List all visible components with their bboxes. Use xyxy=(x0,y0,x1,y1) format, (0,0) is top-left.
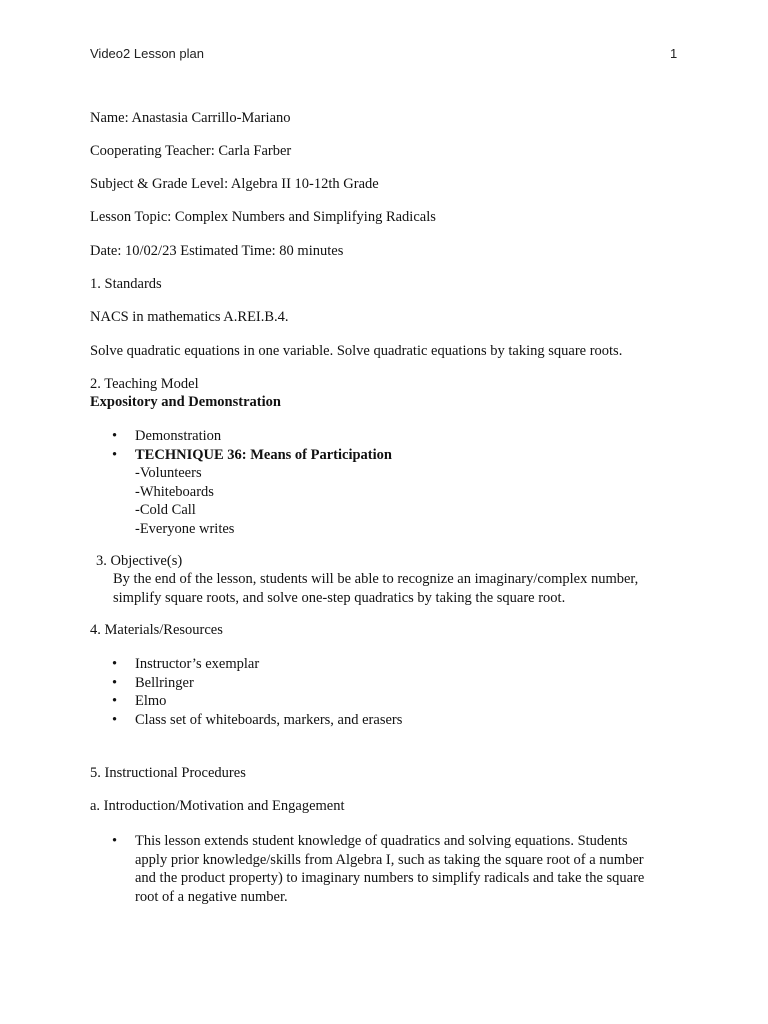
teaching-model-heading: 2. Teaching Model xyxy=(90,376,199,392)
list-item-label: Bellringer xyxy=(135,674,194,691)
procedures-list xyxy=(112,832,644,906)
list-item xyxy=(112,692,402,711)
procedures-subheading: a. Introduction/Motivation and Engagement xyxy=(90,798,345,814)
materials-list xyxy=(112,655,402,729)
cooperating-teacher-line: Cooperating Teacher: Carla Farber xyxy=(90,143,292,159)
page-number: 1 xyxy=(670,46,678,61)
list-item-label: Class set of whiteboards, markers, and erasers xyxy=(135,711,403,728)
list-item xyxy=(112,674,402,693)
subject-grade-line: Subject & Grade Level: Algebra II 10-12th Grade xyxy=(90,176,379,192)
bullet-icon: • xyxy=(112,656,118,672)
bullet-icon: • xyxy=(112,428,118,444)
list-item-label: TECHNIQUE 36: Means of Participation xyxy=(135,446,392,463)
name-line: Name: Anastasia Carrillo-Mariano xyxy=(90,110,291,126)
running-header-title: Video2 Lesson plan xyxy=(90,46,204,61)
standards-heading: 1. Standards xyxy=(90,276,162,292)
materials-heading: 4. Materials/Resources xyxy=(90,622,223,638)
procedures-line: apply prior knowledge/skills from Algebra I, such as taking the square root of a number xyxy=(135,851,644,868)
list-item xyxy=(112,446,392,539)
participation-sub-item: -Cold Call xyxy=(135,502,196,518)
teaching-model-list xyxy=(112,427,392,538)
objectives-text xyxy=(113,570,673,607)
list-item xyxy=(112,655,402,674)
list-item-label: Elmo xyxy=(135,693,167,709)
objectives-heading: 3. Objective(s) xyxy=(96,553,183,569)
bullet-icon: • xyxy=(112,693,118,709)
bullet-icon: • xyxy=(112,711,118,728)
objectives-line: simplify square roots, and solve one-step quadratics by taking the square root. xyxy=(113,589,566,606)
bullet-icon: • xyxy=(112,674,118,691)
bullet-icon: • xyxy=(112,446,118,463)
bullet-icon: • xyxy=(112,833,118,849)
objectives-line: By the end of the lesson, students will be able to recognize an imaginary/complex number, xyxy=(113,571,639,587)
procedures-heading: 5. Instructional Procedures xyxy=(90,765,246,781)
list-item xyxy=(112,832,644,906)
participation-sub-item: -Whiteboards xyxy=(135,483,214,500)
procedures-line: This lesson extends student knowledge of quadratics and solving equations. Students xyxy=(135,833,628,849)
list-item xyxy=(112,427,392,446)
participation-sub-item: -Everyone writes xyxy=(135,520,235,537)
procedures-line: and the product property) to imaginary numbers to simplify radicals and take the square xyxy=(135,870,645,886)
teaching-model-subheading: Expository and Demonstration xyxy=(90,394,281,410)
lesson-topic-line: Lesson Topic: Complex Numbers and Simplifying Radicals xyxy=(90,209,436,225)
date-time-line: Date: 10/02/23 Estimated Time: 80 minutes xyxy=(90,243,344,259)
list-item xyxy=(112,711,402,730)
standards-code: NACS in mathematics A.REI.B.4. xyxy=(90,309,289,325)
list-item-label: Demonstration xyxy=(135,428,222,444)
procedures-line: root of a negative number. xyxy=(135,888,288,905)
standards-description: Solve quadratic equations in one variable. Solve quadratic equations by taking square roots. xyxy=(90,343,623,359)
list-item-label: Instructor’s exemplar xyxy=(135,656,260,672)
participation-sub-item: -Volunteers xyxy=(135,465,202,481)
